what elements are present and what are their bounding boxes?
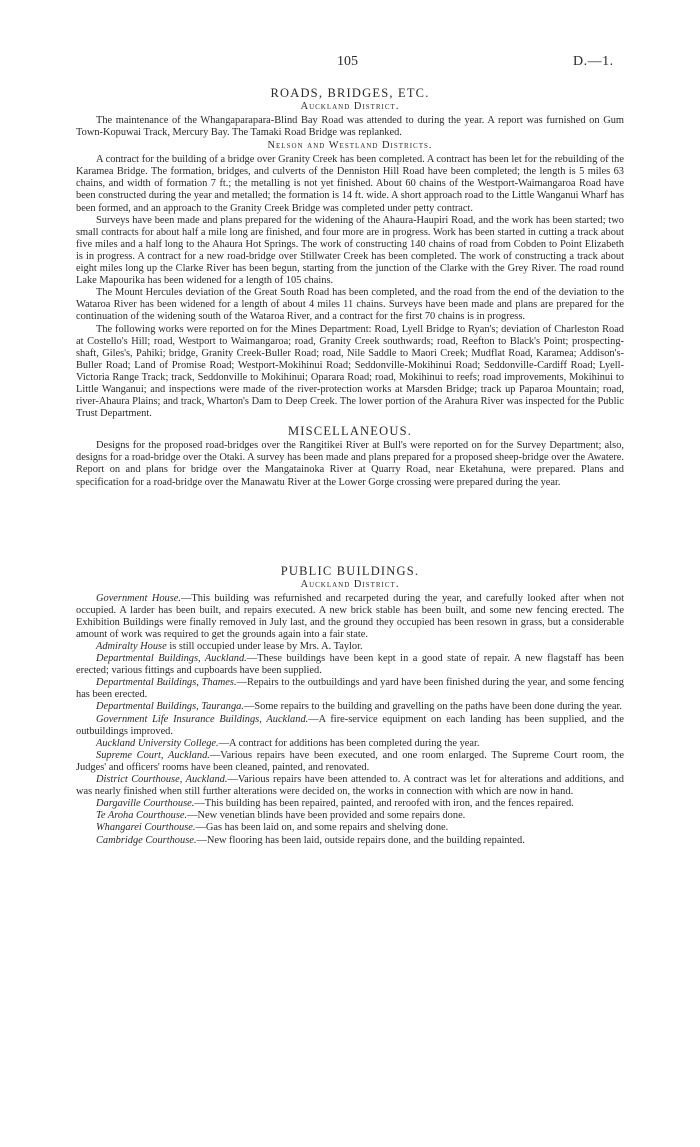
building-name: Government House. (96, 592, 181, 604)
building-text: —New flooring has been laid, outside repairs done, and the building repainted. (196, 834, 525, 846)
building-text: —This building has been repaired, painted, and reroofed with iron, and the fences repaired. (194, 798, 574, 810)
building-text: is still occupied under lease by Mrs. A. Taylor. (166, 641, 363, 652)
building-entry (76, 835, 624, 847)
building-name: Auckland University College. (96, 737, 219, 749)
building-name: Te Aroha Courthouse. (96, 810, 188, 822)
building-name: Dargaville Courthouse. (96, 798, 195, 810)
nelson-westland-heading: Nelson and Westland Districts. (267, 140, 433, 152)
building-entry (76, 738, 624, 750)
building-name: Whangarei Courthouse. (96, 822, 196, 834)
building-name: Government Life Insurance Buildings, Auckland. (96, 713, 309, 725)
building-name: Cambridge Courthouse. (96, 834, 197, 846)
building-entry (76, 750, 624, 774)
building-text: —Gas has been laid on, and some repairs and shelving done. (195, 822, 449, 834)
public-buildings-section (76, 564, 624, 847)
building-text: —Various repairs have been attended to. A contract was let for alterations and additions, and was nearly finished when still further alterations were decided on, the works in connection with which are now in hand. (76, 774, 624, 798)
building-text: —These buildings have been kept in a good state of repair. A new flagstaff has been erected; various fittings and cupboards have been supplied. (76, 653, 624, 677)
paragraph: Surveys have been made and plans prepared for the widening of the Ahaura-Haupiri Road, and the work has been started; two small contracts for about half a mile long are finished, and four more are in progress. Work has been started in cutting a track about five miles and a half long to the Ahaura Hot Springs. The work of constructing 140 chains of road from Cobden to Point Elizabeth is in progress. A contract for a new road-bridge over Stillwater Creek has been completed. The work of constructing a track about eight miles long up the Clarke River has been begun, starting from the junction of the Clarke with the Grey River. The road round Lake Mapourika has been widened for a length of 105 chains. (76, 214, 624, 287)
building-entry (76, 798, 624, 810)
building-text: —Various repairs have been executed, and one room enlarged. The Supreme Court room, the Judges' and officers' rooms have been cleaned, painted, and renovated. (76, 749, 624, 773)
building-text: —Some repairs to the building and gravelling on the paths have been done during the year. (243, 701, 622, 713)
building-name: Departmental Buildings, Thames. (96, 677, 237, 689)
building-name: Departmental Buildings, Tauranga. (96, 701, 244, 713)
page-header (0, 56, 700, 72)
building-text: —A contract for additions has been completed during the year. (218, 737, 480, 749)
building-entry (76, 593, 624, 641)
building-text: —A fire-service equipment on each landing has been supplied, and the outbuildings improved. (76, 713, 624, 737)
building-entry (76, 822, 624, 834)
building-entry (76, 774, 624, 798)
buildings-auckland-heading: Auckland District. (300, 578, 400, 590)
building-entry (76, 701, 624, 713)
building-entry (76, 641, 624, 653)
building-name: Departmental Buildings, Auckland. (96, 653, 247, 665)
building-text: —New venetian blinds have been provided and some repairs done. (187, 810, 466, 822)
building-name: Supreme Court, Auckland. (96, 749, 210, 761)
report-reference: D.—1. (573, 54, 614, 69)
roads-section (76, 86, 624, 420)
page-number: 105 (337, 54, 358, 69)
building-entry (76, 653, 624, 677)
paragraph: The following works were reported on for the Mines Department: Road, Lyell Bridge to Ryan's; deviation of Charleston Road at Costello's Hill; road, Westport to Waimangaroa; road, Granity Creek southwards; road, Reefton to Black's Point; prospecting-shaft, Giles's, Pahiki; bridge, Granity Creek-Buller Road; road, Nile Saddle to Maori Creek; Mudflat Road, Karamea; Addison's-Buller Road; Land of Promise Road; Westport-Mokihinui Road; Seddonville-Mokihinui Road; Seddonville-Cardiff Road; Lyell-Victoria Range Track; track, Seddonville to Mokihinui; Oparara Road; road, Mokihinui to reefs; road improvements, Mokihinui to Little Wanganui; and inspections were made of the river-protection works at Marsden Bridge; track up Paparoa Mountain; road, river-Ahaura Plains; and track, Wharton's Dam to Deep Creek. The lower portion of the Arahura River was inspected for the Public Trust Department. (76, 323, 624, 420)
building-name: Admiralty House (96, 641, 167, 652)
building-name: District Courthouse, Auckland. (96, 774, 228, 786)
roads-title: ROADS, BRIDGES, ETC. (270, 86, 430, 100)
public-buildings-title: PUBLIC BUILDINGS. (280, 563, 420, 578)
building-entry (76, 810, 624, 822)
miscellaneous-title: MISCELLANEOUS. (287, 424, 413, 439)
building-entry (76, 677, 624, 701)
building-text: —Repairs to the outbuildings and yard have been finished during the year, and some fencing has been erected. (76, 677, 624, 701)
paragraph: Designs for the proposed road-bridges over the Rangitikei River at Bull's were reported on for the Survey Department; also, designs for a road-bridge over the Otaki. A survey has been made and plans prepared for a proposed sheep-bridge over the Awatere. Report on and plans for bridge over the Mangatainoka River at Quarry Road, near Eketahuna, were prepared. Plans and specification for a road-bridge over the Manawatu River at the Lower Gorge crossing were prepared during the year. (76, 440, 624, 488)
miscellaneous-section (76, 424, 624, 488)
paragraph: A contract for the building of a bridge over Granity Creek has been completed. A contract has been let for the rebuilding of the Karamea Bridge. The formation, bridges, and culverts of the Denniston Hill Road have been completed; the length is 5 miles 63 chains, and width of formation 7 ft.; the metalling is not yet finished. About 60 chains of the Westport-Waimangaroa Road have been constructed during the year and metalled; the formation is 14 ft. wide. A short approach road to the Little Wanganui Wharf has been formed, and an approach to the Granity Creek Bridge was completed under petty contract. (76, 154, 624, 214)
page-body (76, 86, 624, 847)
building-text: —This building was refurnished and recarpeted during the year, and carefully looked after when not occupied. A larder has been built, and repairs executed. A new brick stable has been built, and some new fencing erected. The Exhibition Buildings were finally removed in July last, and the ground they occupied has been resown in grass, but a considerable amount of work was required to get the grounds again into a fair state. (76, 592, 624, 640)
auckland-district-heading: Auckland District. (300, 101, 400, 112)
paragraph: The maintenance of the Whangaparapara-Blind Bay Road was attended to during the year. A report was furnished on Gum Town-Kopuwai Track, Mercury Bay. The Tamaki Road Bridge was replanked. (76, 115, 624, 139)
paragraph: The Mount Hercules deviation of the Great South Road has been completed, and the road from the end of the deviation to the Wataroa River has been widened for a length of about 4 miles 11 chains. Surveys have been made and plans are prepared for the continuation of the widening south of the Wataroa River, and a contract for the first 70 chains is in progress. (76, 287, 624, 323)
building-entry (76, 714, 624, 738)
